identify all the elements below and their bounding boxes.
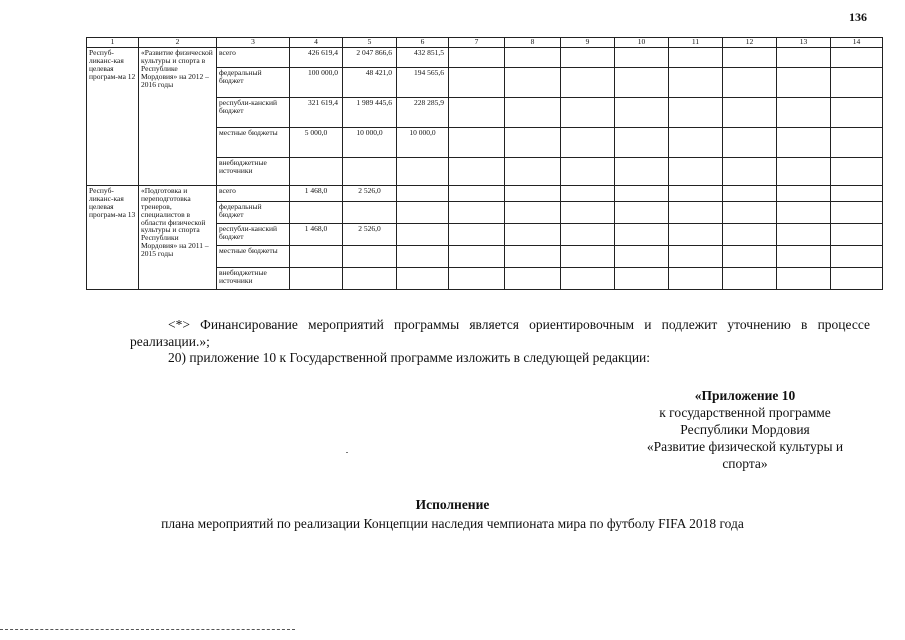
table-row bbox=[87, 48, 883, 68]
appendix-header bbox=[600, 387, 890, 472]
header-cell: 8 bbox=[505, 38, 561, 48]
table-row bbox=[87, 186, 883, 202]
header-cell: 4 bbox=[290, 38, 343, 48]
value-cell: 1 468,0 bbox=[290, 186, 343, 202]
value-cell: 426 619,4 bbox=[290, 48, 343, 68]
header-cell: 11 bbox=[669, 38, 723, 48]
value-cell: 10 000,0 bbox=[343, 128, 397, 158]
value-cell bbox=[343, 268, 397, 290]
page-number: 136 bbox=[849, 10, 867, 24]
appendix-line: к государственной программе bbox=[659, 405, 831, 420]
value-cell: 10 000,0 bbox=[397, 128, 449, 158]
title-subheading: плана мероприятий по реализации Концепции наследия чемпионата мира по футболу FIFA 2018 года bbox=[161, 516, 744, 531]
table-header-row bbox=[87, 38, 883, 48]
value-cell bbox=[290, 246, 343, 268]
value-cell bbox=[397, 246, 449, 268]
header-cell: 7 bbox=[449, 38, 505, 48]
value-cell: 100 000,0 bbox=[290, 68, 343, 98]
header-cell: 10 bbox=[615, 38, 669, 48]
value-cell bbox=[343, 158, 397, 186]
financing-footnote bbox=[130, 316, 870, 350]
value-cell: 1 468,0 bbox=[290, 224, 343, 246]
appendix-title: «Приложение 10 bbox=[694, 388, 796, 403]
value-cell: 1 989 445,6 bbox=[343, 98, 397, 128]
header-cell: 5 bbox=[343, 38, 397, 48]
value-cell: 228 285,9 bbox=[397, 98, 449, 128]
header-cell: 1 bbox=[87, 38, 139, 48]
value-cell bbox=[397, 186, 449, 202]
header-cell: 6 bbox=[397, 38, 449, 48]
value-cell bbox=[290, 268, 343, 290]
program-title-cell: «Подготовка и переподготовка тренеров, специалистов в области физической культуры и спорта Республики Мордовия» на 2011 – 2015 годы bbox=[139, 186, 217, 290]
source-label: федеральный бюджет bbox=[217, 68, 290, 98]
scan-dot bbox=[346, 452, 348, 453]
header-cell: 3 bbox=[217, 38, 290, 48]
value-cell bbox=[290, 158, 343, 186]
value-cell: 2 526,0 bbox=[343, 224, 397, 246]
value-cell bbox=[397, 202, 449, 224]
header-cell: 12 bbox=[723, 38, 777, 48]
source-label: всего bbox=[217, 186, 290, 202]
source-label: местные бюджеты bbox=[217, 128, 290, 158]
appendix-line: спорта» bbox=[722, 456, 768, 471]
value-cell: 432 851,5 bbox=[397, 48, 449, 68]
value-cell: 5 000,0 bbox=[290, 128, 343, 158]
footer-divider bbox=[0, 629, 295, 630]
appendix-line: «Развитие физической культуры и bbox=[646, 439, 844, 454]
header-cell: 14 bbox=[831, 38, 883, 48]
source-label: федеральный бюджет bbox=[217, 202, 290, 224]
value-cell: 321 619,4 bbox=[290, 98, 343, 128]
program-name-cell: Респуб-ликанс-кая целевая програм-ма 13 bbox=[87, 186, 139, 290]
source-label: всего bbox=[217, 48, 290, 68]
header-cell: 2 bbox=[139, 38, 217, 48]
source-label: внебюджетные источники bbox=[217, 268, 290, 290]
financing-table bbox=[86, 37, 883, 290]
value-cell bbox=[397, 158, 449, 186]
value-cell bbox=[397, 224, 449, 246]
footnote-text: <*> Финансирование мероприятий программы является ориентировочным и подлежит уточнению в процессе реализации.»; bbox=[130, 317, 870, 349]
source-label: местные бюджеты bbox=[217, 246, 290, 268]
header-cell: 9 bbox=[561, 38, 615, 48]
source-label: республи-канский бюджет bbox=[217, 224, 290, 246]
program-title-cell: «Развитие физической культуры и спорта в Республике Мордовия» на 2012 – 2016 годы bbox=[139, 48, 217, 186]
value-cell bbox=[290, 202, 343, 224]
program-name-cell: Респуб-ликанс-кая целевая програм-ма 12 bbox=[87, 48, 139, 186]
value-cell: 2 047 866,6 bbox=[343, 48, 397, 68]
amendment-point-20: 20) приложение 10 к Государственной программе изложить в следующей редакции: bbox=[168, 350, 651, 365]
source-label: внебюджетные источники bbox=[217, 158, 290, 186]
value-cell: 194 565,6 bbox=[397, 68, 449, 98]
value-cell: 2 526,0 bbox=[343, 186, 397, 202]
value-cell: 48 421,0 bbox=[343, 68, 397, 98]
appendix-line: Республики Мордовия bbox=[680, 422, 810, 437]
document-title bbox=[0, 495, 905, 533]
value-cell bbox=[343, 246, 397, 268]
value-cell bbox=[343, 202, 397, 224]
source-label: республи-канский бюджет bbox=[217, 98, 290, 128]
title-heading: Исполнение bbox=[415, 497, 490, 512]
header-cell: 13 bbox=[777, 38, 831, 48]
value-cell bbox=[397, 268, 449, 290]
